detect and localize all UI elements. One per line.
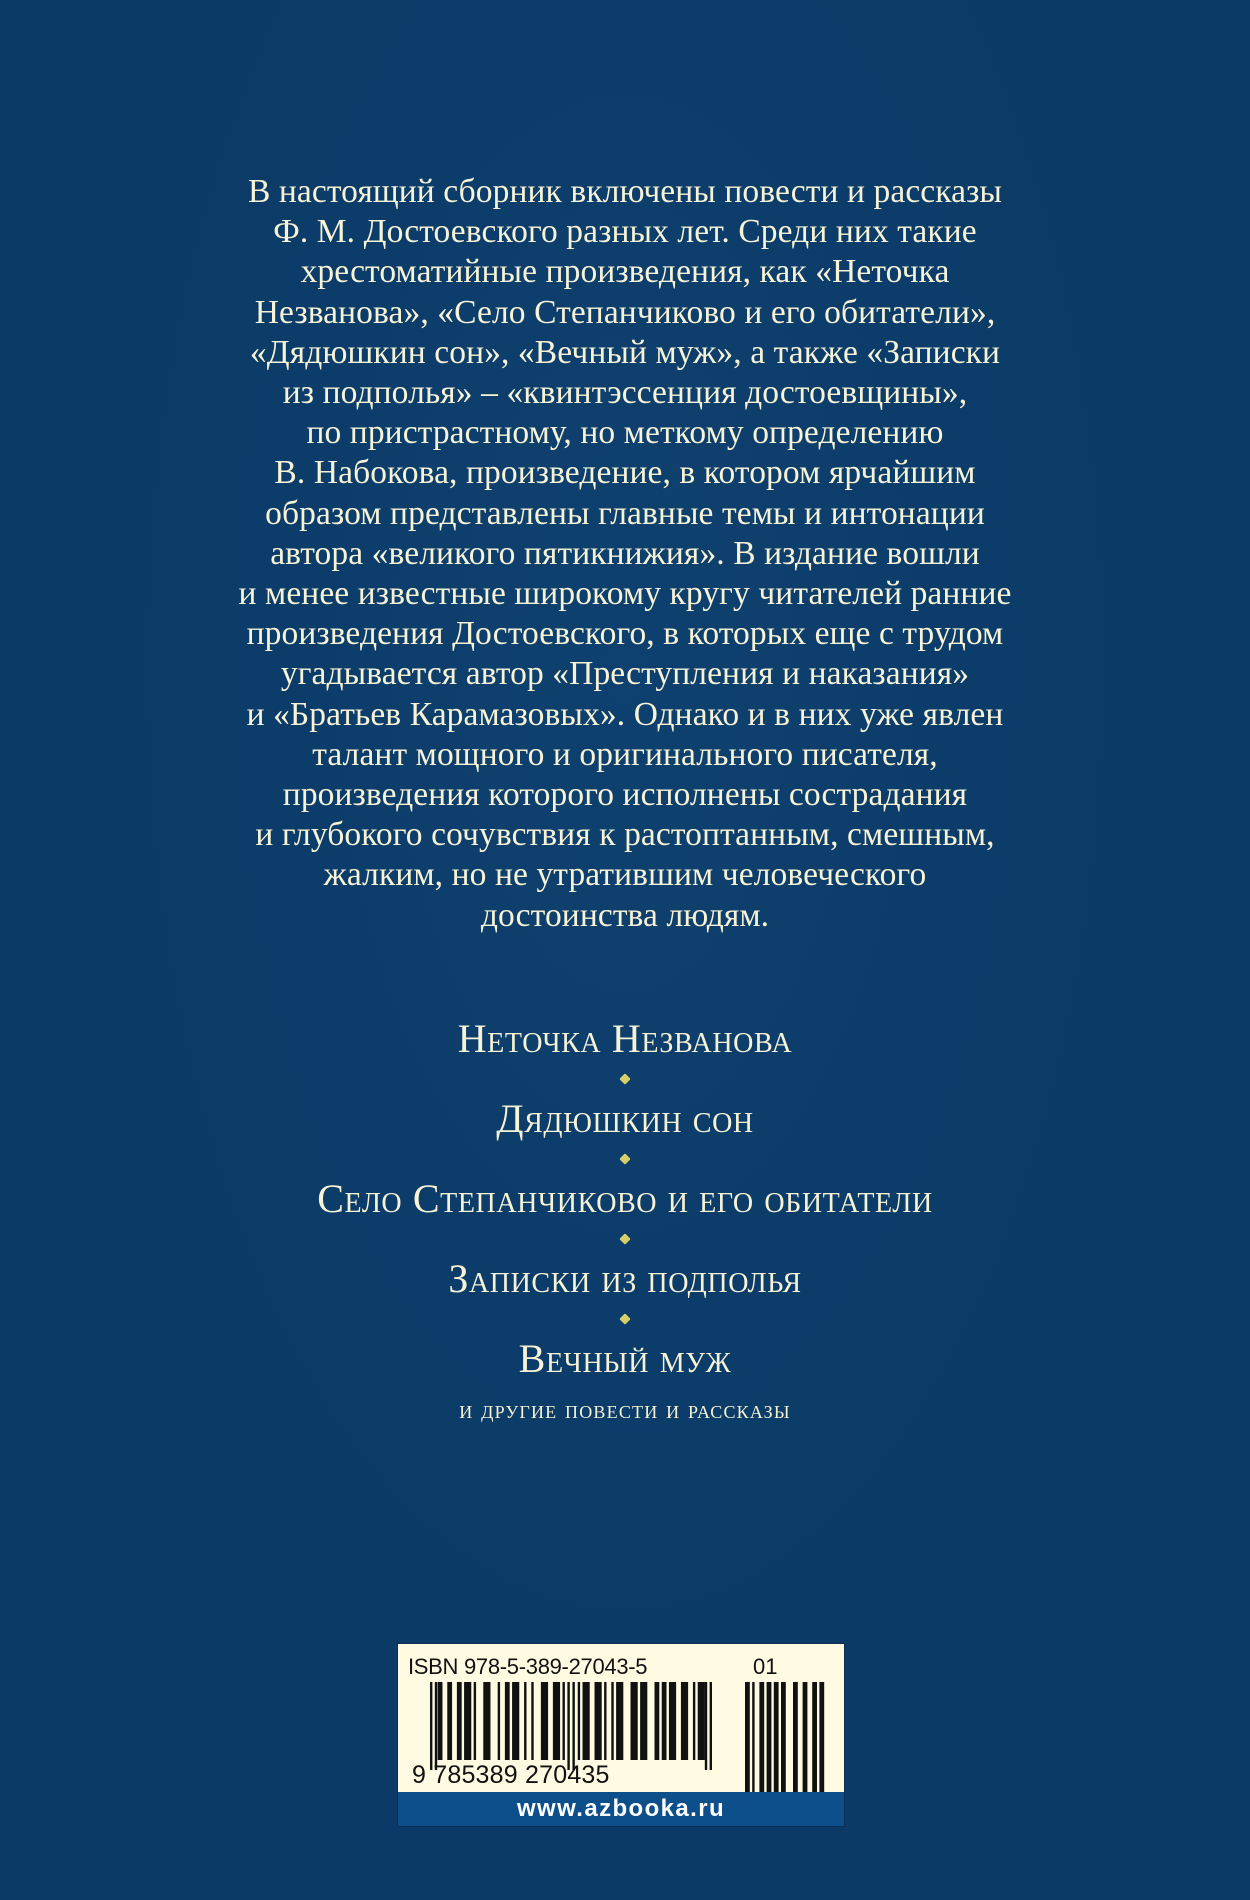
contents-title: Записки из подполья xyxy=(448,1256,802,1301)
barcode-bar xyxy=(531,1682,533,1760)
annotation-text xyxy=(200,172,1050,936)
barcode-bar xyxy=(512,1682,519,1760)
barcode-bar xyxy=(483,1682,490,1760)
annotation-line: по пристрастному, но меткому определению xyxy=(306,414,944,452)
barcode-addon-bar xyxy=(812,1682,817,1792)
annotation-line: достоинства людям. xyxy=(480,896,770,934)
barcode-bar xyxy=(631,1682,638,1760)
barcode-bar xyxy=(640,1682,647,1760)
separator-dot-icon xyxy=(0,1144,1250,1174)
annotation-line: образом представлены главные темы и интонации xyxy=(265,494,985,532)
annotation-line: автора «великого пятикнижия». В издание вошли xyxy=(270,534,980,572)
annotation-line: жалким, но не утратившим человеческого xyxy=(323,856,927,894)
annotation-line: «Дядюшкин сон», «Вечный муж», а также «Записки xyxy=(249,333,1001,371)
barcode-addon-bar xyxy=(781,1682,786,1792)
separator-dot-icon xyxy=(0,1304,1250,1334)
barcode-addon-bar xyxy=(819,1682,824,1792)
barcode-bar xyxy=(541,1682,548,1760)
barcode-guard-bar xyxy=(572,1682,574,1770)
barcode-guard-bar xyxy=(430,1682,432,1770)
barcode-bar xyxy=(681,1682,688,1760)
annotation-line: В настоящий сборник включены повести и рассказы xyxy=(247,173,1003,210)
barcode-bar xyxy=(669,1682,676,1760)
separator-dot-icon xyxy=(0,1224,1250,1254)
barcode-bar xyxy=(616,1682,623,1760)
barcode-bar xyxy=(578,1682,580,1760)
barcode-addon-bar xyxy=(759,1682,764,1792)
barcode-guard-bar xyxy=(705,1682,707,1770)
barcode-digits: 9 785389 270435 xyxy=(412,1761,610,1789)
contents-title: Вечный муж xyxy=(518,1336,732,1381)
isbn-label: ISBN 978-5-389-27043-5 xyxy=(408,1654,648,1679)
annotation-line: и «Братьев Карамазовых». Однако и в них уже явлен xyxy=(246,695,1004,733)
annotation-line: талант мощного и оригинального писателя, xyxy=(312,735,938,773)
contents-title: Село Степанчиково и его обитатели xyxy=(317,1176,933,1221)
barcode-addon-bar xyxy=(774,1682,779,1792)
contents-subtitle: и другие повести и рассказы xyxy=(459,1395,791,1424)
barcode-addon-bar xyxy=(803,1682,808,1792)
annotation-line: произведения Достоевского, в которых еще с трудом xyxy=(246,615,1004,653)
publisher-website: www.azbooka.ru xyxy=(398,1792,844,1826)
barcode-bar xyxy=(464,1682,471,1760)
barcode-guard-bar xyxy=(435,1682,437,1770)
barcode-addon-bar xyxy=(745,1682,750,1792)
contents-title: Неточка Незванова xyxy=(457,1016,793,1061)
barcode-guard-bar xyxy=(567,1682,569,1770)
annotation-line: произведения которого исполнены сострадания xyxy=(282,776,968,814)
separator-dot-icon xyxy=(0,1064,1250,1094)
barcode-bar xyxy=(655,1682,660,1760)
barcode-bar xyxy=(595,1682,602,1760)
barcode-addon-bar xyxy=(767,1682,772,1792)
barcode-addon-code: 01 xyxy=(753,1654,778,1679)
barcode-bar xyxy=(438,1682,443,1760)
barcode-bar xyxy=(474,1682,476,1760)
annotation-line: В. Набокова, произведение, в котором ярчайшим xyxy=(274,454,976,492)
barcode-bar xyxy=(457,1682,462,1760)
isbn-barcode-panel xyxy=(398,1644,844,1826)
barcode-bar xyxy=(698,1682,705,1760)
barcode-addon-bar xyxy=(752,1682,754,1792)
barcode-guard-bar xyxy=(710,1682,712,1770)
barcode-bar xyxy=(693,1682,695,1760)
annotation-line: угадывается автор «Преступления и наказания» xyxy=(280,655,970,693)
barcode-bar xyxy=(505,1682,510,1760)
annotation-line: хрестоматийные произведения, как «Неточка xyxy=(300,253,950,291)
barcode-bar xyxy=(604,1682,606,1760)
barcode-bar xyxy=(524,1682,526,1760)
barcode-bar xyxy=(447,1682,452,1760)
contents-list xyxy=(0,1014,1250,1426)
annotation-line: Незванова», «Село Степанчиково и его обитатели», xyxy=(254,293,996,331)
annotation-line: и глубокого сочувствия к растоптанным, смешным, xyxy=(255,816,995,854)
barcode-bar xyxy=(562,1682,564,1760)
barcode-bar xyxy=(498,1682,500,1760)
barcode-bar xyxy=(662,1682,667,1760)
annotation-line: из подполья» – «квинтэссенция достоевщины», xyxy=(282,374,968,412)
barcode-addon-bar xyxy=(793,1682,798,1792)
contents-title: Дядюшкин сон xyxy=(496,1096,754,1141)
barcode-bar xyxy=(553,1682,560,1760)
annotation-line: Ф. М. Достоевского разных лет. Среди них такие xyxy=(273,213,977,251)
barcode-bar xyxy=(583,1682,590,1760)
barcode-bar xyxy=(611,1682,613,1760)
annotation-line: и менее известные широкому кругу читателей ранние xyxy=(238,575,1012,613)
